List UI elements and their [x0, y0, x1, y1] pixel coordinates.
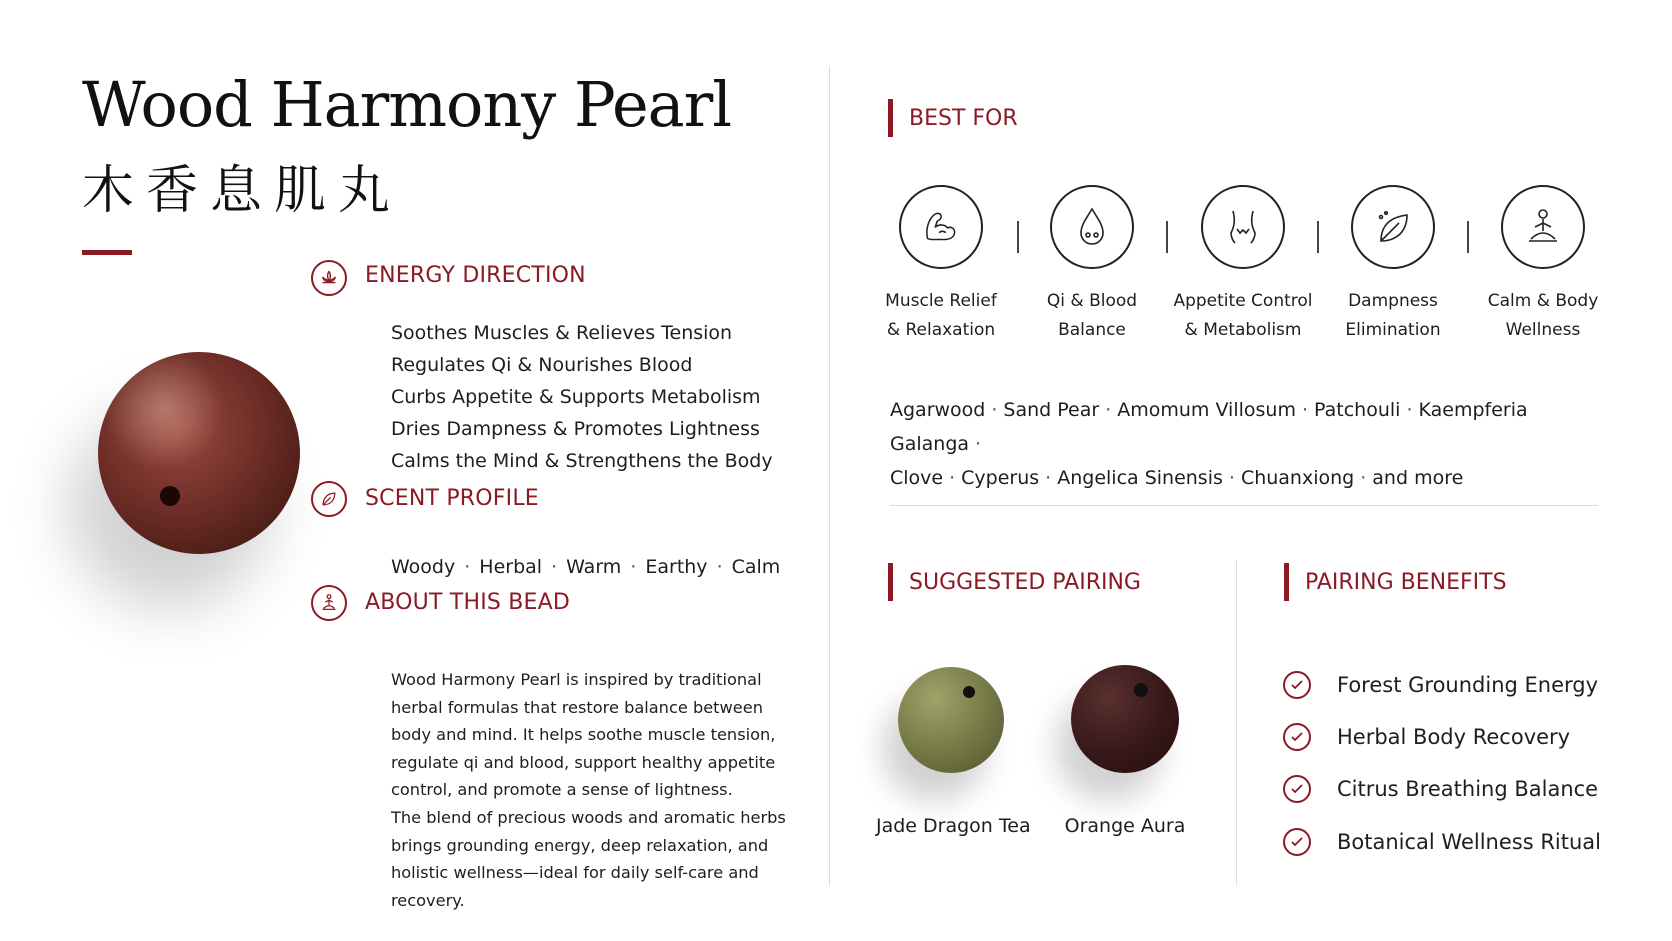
scent-note: Warm [566, 556, 622, 578]
heading-accent-bar [1284, 563, 1289, 601]
about-heading: ABOUT THIS BEAD [365, 590, 571, 615]
benefit-item [1283, 671, 1598, 699]
heading-accent-bar [888, 99, 893, 137]
benefit-label: Herbal Body Recovery [1337, 725, 1571, 749]
best-for-header [888, 99, 1018, 137]
best-for-item [1017, 185, 1167, 345]
pairing-divider [1236, 560, 1237, 885]
pairing-benefits-header [1284, 563, 1507, 601]
benefit-label: Forest Grounding Energy [1337, 673, 1599, 697]
leaf-icon [1351, 185, 1435, 269]
product-bead-image [98, 352, 300, 554]
scent-notes: Woody · Herbal · Warm · Earthy · Calm [391, 556, 781, 578]
benefit-item [1283, 723, 1570, 751]
check-icon [1283, 671, 1311, 699]
scent-note: Woody [391, 556, 456, 578]
ingredient: Kaempferia Galanga [890, 399, 1528, 455]
list-item: Curbs Appetite & Supports Metabolism [391, 386, 761, 408]
benefit-label: Botanical Wellness Ritual [1337, 830, 1602, 854]
list-item: Regulates Qi & Nourishes Blood [391, 354, 693, 376]
ingredient: Patchouli [1314, 399, 1401, 421]
best-for-label: & Metabolism [1184, 320, 1302, 340]
suggested-pairing-heading: SUGGESTED PAIRING [909, 569, 1141, 595]
check-icon [1283, 775, 1311, 803]
bead-hole [1134, 683, 1148, 697]
scent-note: Herbal [479, 556, 543, 578]
about-text [391, 666, 786, 914]
best-for-item [1468, 185, 1618, 345]
ingredients-line: Agarwood · Sand Pear · Amomum Villosum · Patchouli · Kaempferia Galanga · [890, 399, 1528, 455]
meditation-icon [311, 585, 347, 621]
ingredient: Amomum Villosum [1117, 399, 1296, 421]
ingredient: Sand Pear [1003, 399, 1100, 421]
best-for-item [1168, 185, 1318, 345]
muscle-icon [899, 185, 983, 269]
scent-profile-heading: SCENT PROFILE [365, 486, 539, 511]
benefit-label: Citrus Breathing Balance [1337, 777, 1599, 801]
benefit-item [1283, 828, 1601, 856]
best-for-label: Elimination [1345, 320, 1441, 340]
ingredient: Chuanxiong [1240, 467, 1355, 489]
energy-direction-heading: ENERGY DIRECTION [365, 263, 586, 288]
about-paragraph: The blend of precious woods and aromatic herbs brings grounding energy, deep relaxation, and holistic wellness—ideal for daily self-care and recovery. [391, 807, 786, 910]
list-item: Dries Dampness & Promotes Lightness [391, 418, 760, 440]
scent-note: Earthy [645, 556, 708, 578]
list-item: Calms the Mind & Strengthens the Body [391, 450, 773, 472]
product-title: Wood Harmony Pearl [82, 68, 732, 141]
jade-dragon-tea-bead [898, 667, 1004, 773]
energy-direction-list [391, 317, 773, 477]
column-divider [829, 66, 830, 886]
bead-hole [160, 486, 180, 506]
ingredient: and more [1372, 467, 1464, 489]
bead-hole [963, 686, 975, 698]
leaf-icon [311, 481, 347, 517]
ingredient: Agarwood [890, 399, 986, 421]
ingredient: Clove [890, 467, 944, 489]
ingredients-line: Clove · Cyperus · Angelica Sinensis · Chuanxiong · and more [890, 467, 1464, 489]
orange-aura-bead [1071, 665, 1179, 773]
section-divider [890, 505, 1598, 506]
best-for-label: Appetite Control [1173, 291, 1313, 311]
about-paragraph: Wood Harmony Pearl is inspired by traditional herbal formulas that restore balance between body and mind. It helps soothe muscle tension, regulate qi and blood, support healthy appetite control, and promote a sense of lightness. [391, 670, 776, 800]
best-for-label: Balance [1058, 320, 1126, 340]
best-for-label: & Relaxation [886, 320, 996, 340]
benefit-item [1283, 775, 1598, 803]
pairing-benefits-heading: PAIRING BENEFITS [1305, 569, 1507, 595]
waist-icon [1201, 185, 1285, 269]
product-title-chinese: 木香息肌丸 [82, 161, 403, 221]
meditation-icon [1501, 185, 1585, 269]
drop-icon [1050, 185, 1134, 269]
best-for-label: Dampness [1348, 291, 1438, 311]
best-for-label: Qi & Blood [1046, 291, 1138, 311]
ingredients-list [890, 393, 1610, 495]
best-for-item [1318, 185, 1468, 345]
check-icon [1283, 723, 1311, 751]
best-for-label: Muscle Relief [885, 291, 997, 311]
pairing-name: Jade Dragon Tea [876, 815, 1031, 837]
ingredient: Angelica Sinensis [1057, 467, 1223, 489]
list-item: Soothes Muscles & Relieves Tension [391, 322, 733, 344]
pairing-name: Orange Aura [1064, 815, 1186, 837]
scent-note: Calm [731, 556, 781, 578]
best-for-item [866, 185, 1016, 345]
ingredient: Cyperus [961, 467, 1040, 489]
best-for-label: Calm & Body [1487, 291, 1599, 311]
lotus-icon [311, 260, 347, 296]
title-accent-bar [82, 250, 132, 255]
check-icon [1283, 828, 1311, 856]
best-for-label: Wellness [1505, 320, 1581, 340]
heading-accent-bar [888, 563, 893, 601]
suggested-pairing-header [888, 563, 1141, 601]
best-for-heading: BEST FOR [909, 105, 1018, 131]
